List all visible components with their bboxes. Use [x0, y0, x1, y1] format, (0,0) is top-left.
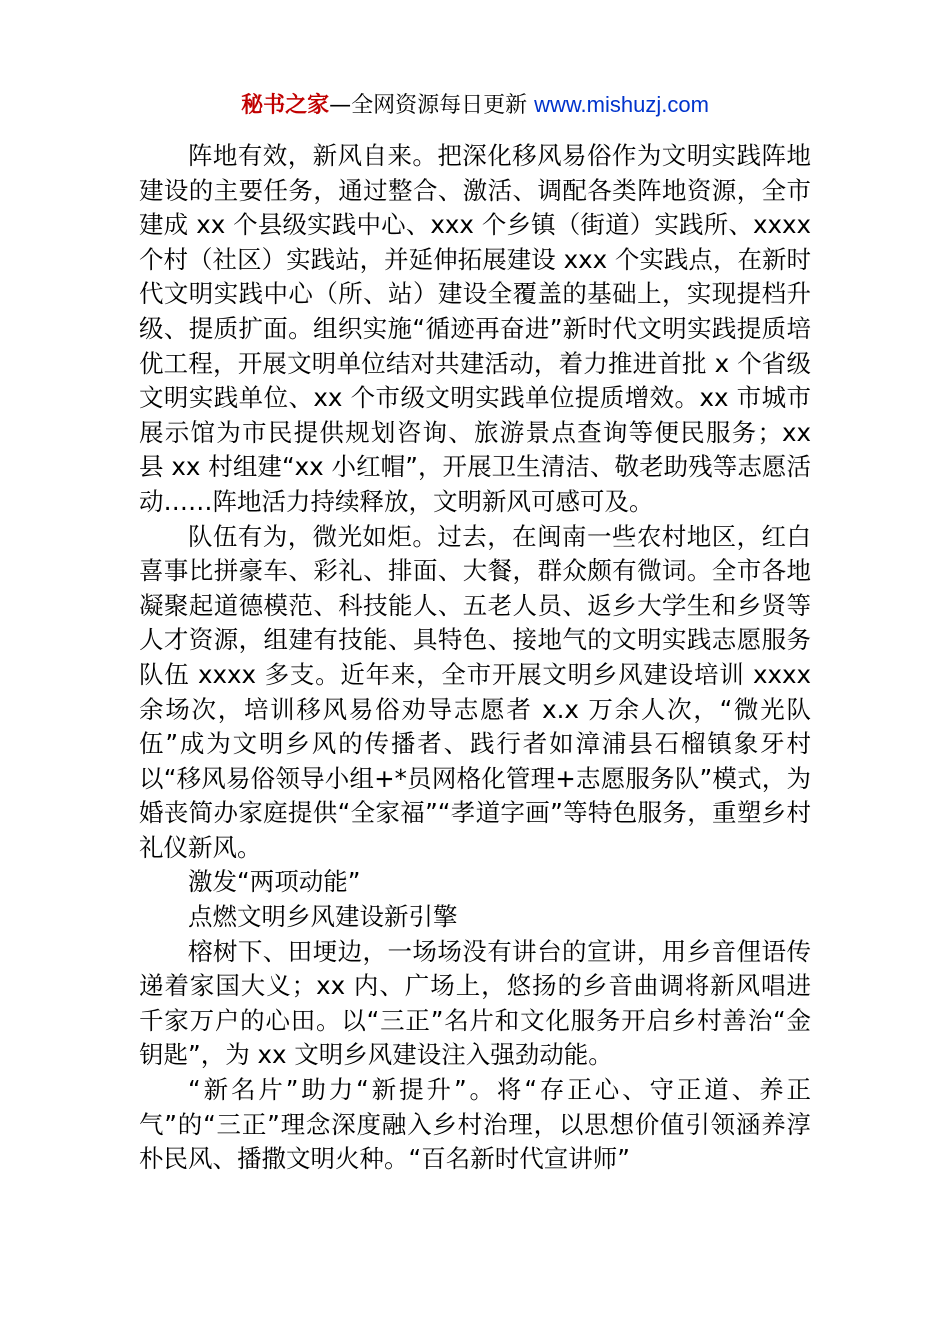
document-body — [139, 139, 811, 1177]
paragraph-position-effective: 阵地有效，新风自来。把深化移风易俗作为文明实践阵地建设的主要任务，通过整合、激活、调配各类阵地资源，全市建成 xx 个县级实践中心、xxx 个乡镇（街道）实践所、xxxx 个村（社区）实践站，并延伸拓展建设 xxx 个实践点，在新时代文明实践中心（所、站）建设全覆盖的基础上，实现提档升级、提质扩面。组织实施“循迹再奋进”新时代文明实践提质培优工程，开展文明单位结对共建活动，着力推进首批 x 个省级文明实践单位、xx 个市级文明实践单位提质增效。xx 市城市展示馆为市民提供规划咨询、旅游景点查询等便民服务；xx 县 xx 村组建“xx 小红帽”，开展卫生清洁、敬老助残等志愿活动……阵地活力持续释放，文明新风可感可及。 — [139, 141, 811, 516]
page-header — [0, 88, 950, 123]
paragraph-banyan-tree: 榕树下、田埂边，一场场没有讲台的宣讲，用乡音俚语传递着家国大义；xx 内、广场上，悠扬的乡音曲调将新风唱进千家万户的心田。以“三正”名片和文化服务开启乡村善治“金钥匙”，为 xx 文明乡风建设注入强劲动能。 — [139, 936, 811, 1070]
section-heading-line1: 激发“两项动能” — [188, 867, 361, 897]
header-tagline: —全网资源每日更新 — [329, 93, 535, 118]
brand-name: 秘书之家 — [241, 93, 330, 118]
paragraph-team-promising: 队伍有为，微光如炬。过去，在闽南一些农村地区，红白喜事比拼豪车、彩礼、排面、大餐，群众颇有微词。全市各地凝聚起道德模范、科技能人、五老人员、返乡大学生和乡贤等人才资源，组建有技能、具特色、接地气的文明实践志愿服务队伍 xxxx 多支。近年来，全市开展文明乡风建设培训 xxxx 余场次，培训移风易俗劝导志愿者 x.x 万余人次，“微光队伍”成为文明乡风的传播者、践行者如漳浦县石榴镇象牙村以“移风易俗领导小组+*员网格化管理+志愿服务队”模式，为婚丧简办家庭提供“全家福”“孝道字画”等特色服务，重塑乡村礼仪新风。 — [139, 521, 811, 862]
website-url[interactable]: www.mishuzj.com — [534, 92, 709, 117]
section-heading-line2: 点燃文明乡风建设新引擎 — [188, 902, 458, 932]
paragraph-new-card: “新名片”助力“新提升”。将“存正心、守正道、养正气”的“三正”理念深度融入乡村治理，以思想价值引领涵养淳朴民风、播撒文明火种。“百名新时代宣讲师” — [139, 1075, 811, 1174]
